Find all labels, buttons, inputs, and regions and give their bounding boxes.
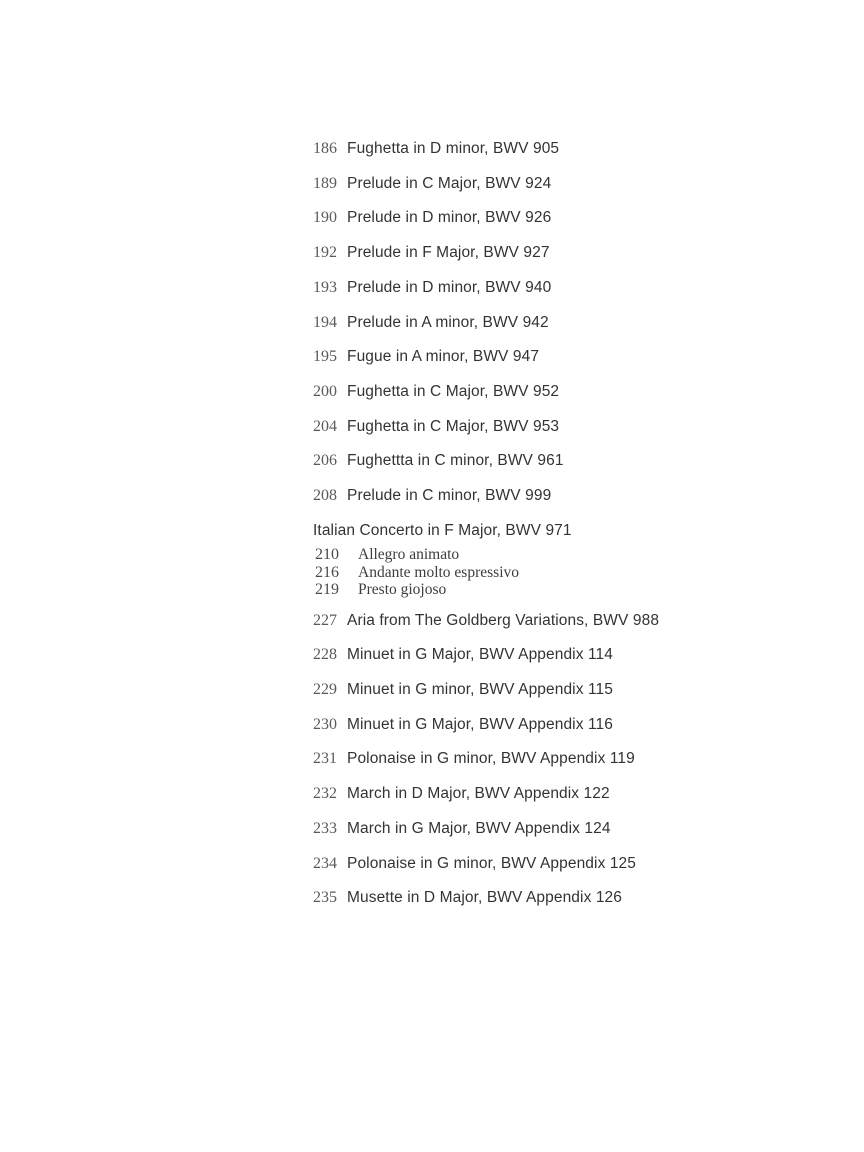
toc-entry — [313, 673, 753, 708]
movement-page-number: 219 — [315, 581, 339, 599]
toc-entry — [313, 201, 753, 236]
toc-entry-list-bottom — [313, 604, 753, 916]
toc-entry — [313, 132, 753, 167]
toc-entry-page-number: 233 — [313, 819, 337, 837]
toc-entry-title: Minuet in G minor, BWV Appendix 115 — [347, 681, 613, 699]
toc-entry-title: March in D Major, BWV Appendix 122 — [347, 785, 610, 803]
toc-entry — [313, 638, 753, 673]
toc-entry-title: Prelude in D minor, BWV 926 — [347, 209, 552, 227]
toc-entry-page-number: 186 — [313, 140, 337, 157]
movement-title: Andante molto espressivo — [358, 563, 520, 581]
toc-entry-page-number: 200 — [313, 382, 337, 400]
toc-entry-page-number: 230 — [313, 715, 337, 733]
movement-title: Allegro animato — [358, 546, 460, 564]
toc-entry — [313, 604, 753, 639]
toc-entry-page-number: 195 — [313, 348, 337, 366]
toc-entry-page-number: 194 — [313, 313, 337, 331]
toc-entry — [313, 167, 753, 202]
toc-entry — [313, 479, 753, 514]
movement-page-number: 210 — [315, 546, 339, 564]
toc-entry-title: Aria from The Goldberg Variations, BWV 988 — [347, 611, 660, 629]
toc-entry-title: Prelude in D minor, BWV 940 — [347, 278, 552, 296]
toc-entry-title: Minuet in G Major, BWV Appendix 116 — [347, 715, 613, 733]
section-movement-list — [313, 546, 753, 598]
movement-entry — [313, 581, 753, 598]
toc-entry-page-number: 231 — [313, 750, 337, 768]
toc-entry — [313, 742, 753, 777]
toc-entry-page-number: 232 — [313, 785, 337, 803]
movement-entry — [313, 546, 753, 563]
toc-entry-page-number: 204 — [313, 417, 337, 435]
toc-entry — [313, 236, 753, 271]
toc-entry-title: Fughettta in C minor, BWV 961 — [347, 452, 564, 470]
toc-entry-page-number: 206 — [313, 452, 337, 470]
toc-entry-page-number: 193 — [313, 278, 337, 296]
toc-entry-title: Prelude in F Major, BWV 927 — [347, 244, 550, 262]
toc-entry-title: Fughetta in C Major, BWV 952 — [347, 382, 560, 400]
toc-entry-page-number: 229 — [313, 681, 337, 699]
toc-entry — [313, 340, 753, 375]
toc-entry-page-number: 227 — [313, 611, 337, 629]
toc-entry-title: Fugue in A minor, BWV 947 — [347, 348, 540, 366]
toc-entry-title: Fughetta in D minor, BWV 905 — [347, 140, 560, 157]
toc-entry-page-number: 190 — [313, 209, 337, 227]
toc-entry — [313, 375, 753, 410]
toc-entry — [313, 777, 753, 812]
toc-entry-page-number: 235 — [313, 889, 337, 907]
movement-page-number: 216 — [315, 563, 339, 581]
toc-entry-title: Prelude in C Major, BWV 924 — [347, 174, 552, 192]
toc-entry — [313, 271, 753, 306]
toc-entry-page-number: 228 — [313, 646, 337, 664]
toc-entry — [313, 708, 753, 743]
toc-entry-title: Polonaise in G minor, BWV Appendix 119 — [347, 750, 635, 768]
toc-entry-title: March in G Major, BWV Appendix 124 — [347, 819, 611, 837]
toc-entry-list-top — [313, 132, 753, 514]
toc-entry — [313, 881, 753, 916]
toc-entry-page-number: 189 — [313, 174, 337, 192]
toc-entry-page-number: 234 — [313, 854, 337, 872]
table-of-contents — [313, 132, 753, 916]
toc-entry-title: Prelude in C minor, BWV 999 — [347, 487, 552, 505]
toc-entry-page-number: 208 — [313, 487, 337, 505]
toc-entry — [313, 812, 753, 847]
toc-entry-title: Prelude in A minor, BWV 942 — [347, 313, 549, 331]
toc-entry — [313, 444, 753, 479]
toc-entry-title: Musette in D Major, BWV Appendix 126 — [347, 889, 622, 907]
toc-entry-title: Polonaise in G minor, BWV Appendix 125 — [347, 854, 636, 872]
toc-entry-page-number: 192 — [313, 244, 337, 262]
movement-title: Presto giojoso — [358, 581, 447, 599]
movement-entry — [313, 564, 753, 581]
toc-entry — [313, 847, 753, 882]
toc-entry-title: Fughetta in C Major, BWV 953 — [347, 417, 560, 435]
toc-entry-title: Minuet in G Major, BWV Appendix 114 — [347, 646, 613, 664]
toc-entry — [313, 306, 753, 341]
section-heading-italian-concerto: Italian Concerto in F Major, BWV 971 — [313, 521, 572, 539]
toc-entry — [313, 410, 753, 445]
